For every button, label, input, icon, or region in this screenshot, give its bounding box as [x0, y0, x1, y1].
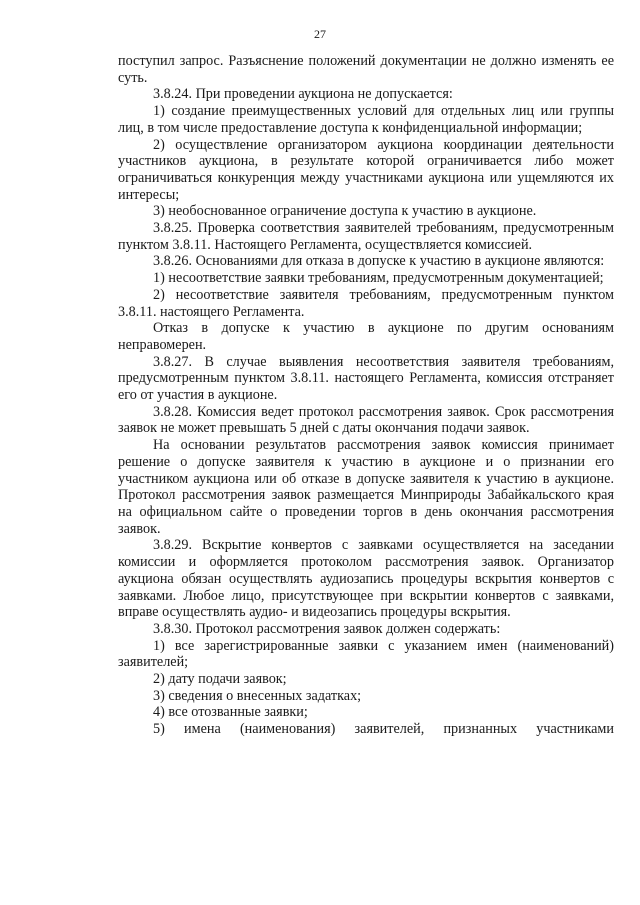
- paragraph: 2) дату подачи заявок;: [153, 671, 287, 688]
- paragraph: 3.8.26. Основаниями для отказа в допуске к участию в аукционе являются:: [153, 253, 605, 270]
- paragraph: 2) несоответствие заявителя требованиям, предусмотренным пунктом 3.8.11. настоящего Регламента.: [118, 286, 614, 320]
- paragraph: Отказ в допуске к участию в аукционе по другим основаниям неправомерен.: [118, 320, 614, 353]
- paragraph: 2) осуществление организатором аукциона координации деятельности участников аукциона, в результате которой ограничивается либо может ограничиваться конкуренция между участниками аукциона или ущемляются их интересы;: [118, 136, 614, 203]
- paragraph: 1) несоответствие заявки требованиям, предусмотренным документацией;: [153, 270, 604, 287]
- paragraph: 5) имена (наименования) заявителей, признанных участниками: [153, 721, 614, 738]
- paragraph: поступил запрос. Разъяснение положений документации не должно изменять ее суть.: [118, 53, 614, 86]
- paragraph: 3) сведения о внесенных задатках;: [153, 687, 362, 704]
- page-number: 27: [314, 27, 326, 41]
- paragraph: 3.8.24. При проведении аукциона не допускается:: [153, 86, 453, 103]
- document-body: [118, 53, 614, 738]
- paragraph: 1) все зарегистрированные заявки с указанием имен (наименований) заявителей;: [118, 637, 614, 671]
- paragraph: 3) необоснованное ограничение доступа к участию в аукционе.: [153, 203, 537, 220]
- paragraph: 1) создание преимущественных условий для отдельных лиц или группы лиц, в том числе предоставление доступа к конфиденциальной информации;: [118, 103, 614, 136]
- paragraph: 3.8.28. Комиссия ведет протокол рассмотрения заявок. Срок рассмотрения заявок не может превышать 5 дней с даты окончания подачи заявок.: [118, 403, 614, 437]
- paragraph: 3.8.27. В случае выявления несоответствия заявителя требованиям, предусмотренным пунктом 3.8.11. настоящего Регламента, комиссия отстраняет его от участия в аукционе.: [118, 353, 614, 404]
- paragraph: 3.8.30. Протокол рассмотрения заявок должен содержать:: [153, 620, 501, 637]
- paragraph: 4) все отозванные заявки;: [153, 704, 308, 721]
- paragraph: 3.8.29. Вскрытие конвертов с заявками осуществляется на заседании комиссии и оформляется протоколом рассмотрения заявок. Организатор аукциона обязан осуществлять аудиозапись процедуры вскрытия конвертов с заявками. Любое лицо, присутствующее при вскрытии конвертов с заявками, вправе осуществлять аудио- и видеозапись процедуры вскрытия.: [118, 537, 614, 621]
- paragraph: На основании результатов рассмотрения заявок комиссия принимает решение о допуске заявителя к участию в аукционе и о признании его участником аукциона или об отказе в допуске заявителя к участию в аукционе. Протокол рассмотрения заявок размещается Минприроды Забайкальского края на официальном сайте о проведении торгов в день окончания рассмотрения заявок.: [118, 437, 614, 537]
- paragraph: 3.8.25. Проверка соответствия заявителей требованиям, предусмотренным пунктом 3.8.11. Настоящего Регламента, осуществляется комиссией.: [118, 220, 614, 253]
